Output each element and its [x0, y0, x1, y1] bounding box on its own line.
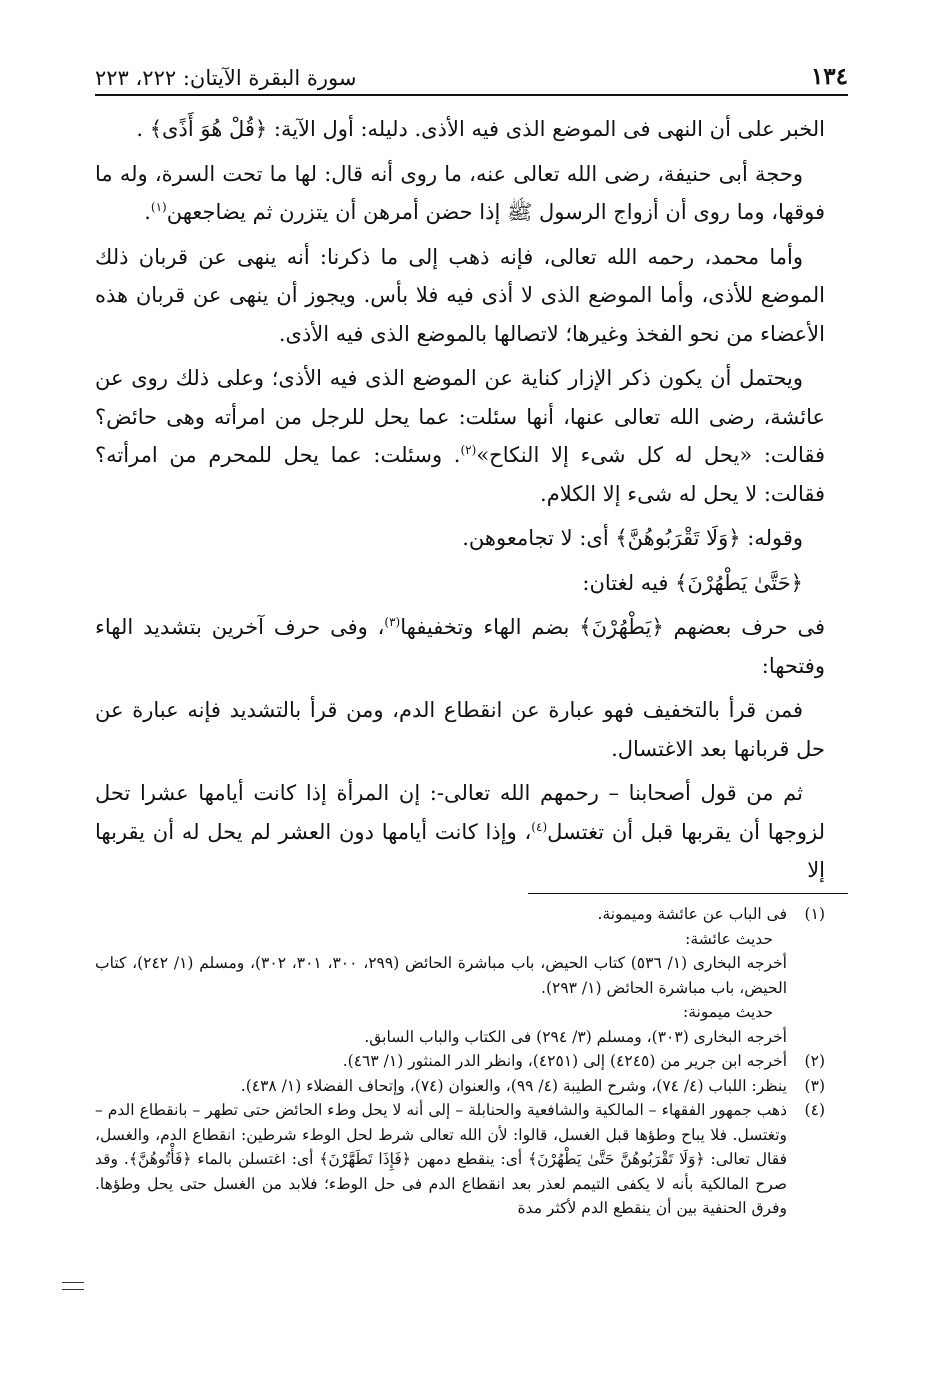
footnote-body [95, 1074, 787, 1099]
footnote-separator [528, 893, 848, 894]
footnote-body [95, 902, 787, 1049]
paragraph [95, 691, 825, 768]
running-title: سورة البقرة الآيتان: ٢٢٢، ٢٢٣ [95, 66, 357, 90]
paragraph-text: ﴿حَتَّىٰ يَطْهُرْنَ﴾ فيه لغتان: [582, 570, 803, 595]
footnote-line: حديث عائشة: [685, 929, 773, 948]
footnote-number: (٣) [804, 1076, 825, 1095]
footnote [95, 1074, 825, 1099]
paragraph-text: . وسئلت: عما يحل للمحرم من امرأته؟ فقالت: لا يحل له شىء إلا الكلام. [95, 443, 825, 506]
paragraph [95, 519, 825, 558]
footnote [95, 1049, 825, 1074]
footnote [95, 902, 825, 1049]
footnote-ref[interactable]: (٣) [384, 615, 401, 629]
paragraph-text: ، وإذا كانت أيامها دون العشر لم يحل له أن يقربها إلا [95, 819, 825, 882]
footnote-line: أخرجه ابن جرير من (٤٢٤٥) إلى (٤٢٥١)، وانظر الدر المنثور (١/ ٤٦٣). [342, 1052, 787, 1070]
paragraph-text: وحجة أبى حنيفة، رضى الله تعالى عنه، ما روى أنه قال: لها ما تحت السرة، وله ما فوقها، وما روى أن أزواج الرسول ﷺ إذا حضن أمرهن أن يتزرن ثم يضاجعهن [95, 161, 825, 224]
paragraph-text: . [144, 200, 151, 224]
footnote-ref[interactable]: (٤) [531, 819, 548, 834]
footnote [95, 1098, 825, 1221]
paragraph [95, 359, 825, 513]
footnote-body [95, 1098, 787, 1221]
footnote-line: حديث ميمونة: [683, 1003, 773, 1021]
footnotes [95, 902, 825, 1221]
paragraph [95, 110, 825, 149]
paragraph-text: فمن قرأ بالتخفيف فهو عبارة عن انقطاع الدم، ومن قرأ بالتشديد فإنه عبارة عن حل قربانها بعد الاغتسال. [95, 698, 825, 761]
footnote-number: (١) [804, 905, 825, 923]
paragraph [95, 774, 825, 890]
paragraph-text: وقوله: ﴿وَلَا تَقْرَبُوهُنَّ﴾ أى: لا تجامعوهن. [462, 526, 803, 550]
paragraph [95, 155, 825, 232]
paragraph-text: ، وفى حرف آخرين بتشديد الهاء وفتحها: [95, 615, 825, 678]
footnote-line: ينظر: اللباب (٤/ ٧٤)، وشرح الطيبة (٤/ ٩٩)، والعنوان (٧٤)، وإتحاف الفضلاء (١/ ٤٣٨). [240, 1076, 787, 1095]
page-number: ١٣٤ [810, 63, 848, 90]
footnote-line: ذهب جمهور الفقهاء – المالكية والشافعية والحنابلة – إلى أنه لا يحل وطء الحائض حتى تطهر – بانقطاع الدم – وتغتسل. فلا يباح وطؤها قبل الغسل، قالوا: لأن الله تعالى شرط لحل الوطء شرطين: انقطاع الدم، والغسل، فقال تعالى: ﴿وَلَا تَقْرَبُوهُنَّ حَتَّىٰ يَطْهُرْنَ﴾ أى: ينقطع دمهن ﴿فَإِذَا تَطَهَّرْنَ﴾ أى: اغتسلن بالماء ﴿فَأْتُوهُنَّ﴾. وقد صرح المالكية بأنه لا يكفى التيمم لعذر بعد انقطاع الدم فى حل الوطء؛ فلابد من الغسل حتى يحل وطؤها. وفرق الحنفية بين أن ينقطع الدم لأكثر مدة [95, 1101, 787, 1217]
footnote-ref[interactable]: (١) [150, 200, 167, 214]
paragraph-text: الخبر على أن النهى فى الموضع الذى فيه الأذى. دليله: أول الآية: ﴿قُلْ هُوَ أَذًى﴾ . [136, 117, 825, 141]
paragraph-text: وأما محمد، رحمه الله تعالى، فإنه ذهب إلى ما ذكرنا: أنه ينهى عن قربان ذلك الموضع للأذى، وأما الموضع الذى لا أذى فيه فلا بأس. ويجوز أن ينهى عن قربان هذه الأعضاء من نحو الفخذ وغيرها؛ لاتصالها بالموضع الذى فيه الأذى. [95, 244, 825, 346]
footnote-ref[interactable]: (٢) [460, 443, 477, 457]
footnote-number: (٢) [804, 1052, 825, 1070]
footnote-line: أخرجه البخارى (١/ ٥٣٦) كتاب الحيض، باب مباشرة الحائض (٢٩٩، ٣٠٠، ٣٠١، ٣٠٢)، ومسلم (١/ ٢٤٢)، كتاب الحيض، باب مباشرة الحائض (١/ ٢٩٣). [95, 954, 787, 997]
footnote-body [95, 1049, 787, 1074]
footnote-line: فى الباب عن عائشة وميمونة. [597, 905, 787, 923]
margin-mark [62, 1282, 84, 1290]
footnote-line: أخرجه البخارى (٣٠٣)، ومسلم (٣/ ٢٩٤) فى الكتاب والباب السابق. [364, 1027, 787, 1046]
page-header [95, 50, 848, 96]
paragraph [95, 608, 825, 685]
footnote-number: (٤) [804, 1101, 825, 1119]
paragraph [95, 564, 825, 603]
paragraph-text: ويحتمل أن يكون ذكر الإزار كناية عن الموضع الذى فيه الأذى؛ وعلى ذلك روى عن عائشة، رضى الله تعالى عنها، أنها سئلت: عما يحل للرجل من امرأته وهى حائض؟ فقالت: «يحل له كل شىء إلا النكاح» [95, 366, 826, 467]
main-text [95, 110, 825, 896]
paragraph-text: فى حرف بعضهم ﴿يَطْهُرْنَ﴾ بضم الهاء وتخفيفها [400, 615, 825, 639]
paragraph [95, 238, 825, 354]
paragraph-text: ثم من قول أصحابنا – رحمهم الله تعالى-: إن المرأة إذا كانت أيامها عشرا تحل لزوجها أن يقربها قبل أن تغتسل [95, 781, 825, 844]
